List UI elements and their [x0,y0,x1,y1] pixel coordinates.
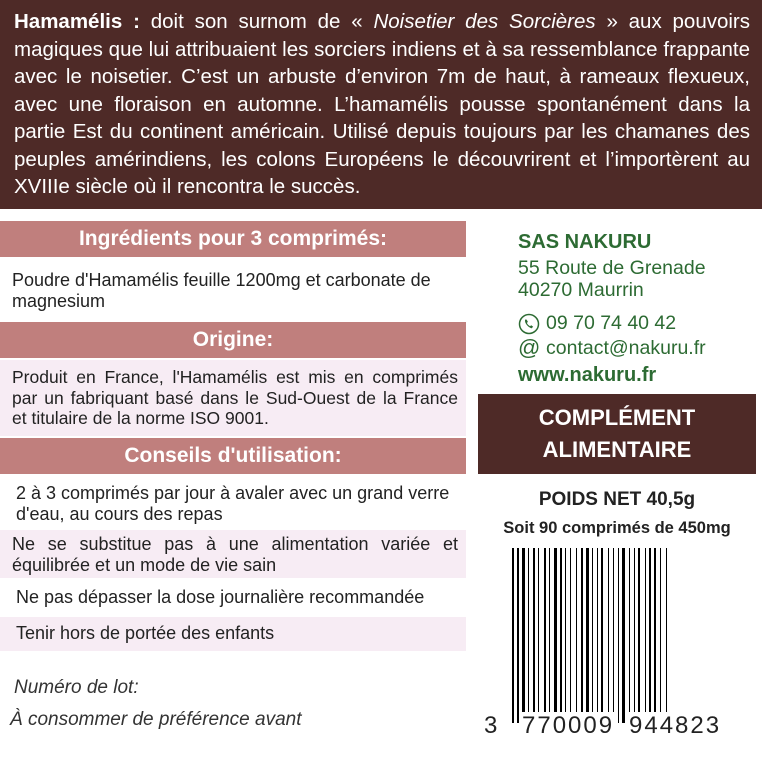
product-type-box [478,394,756,474]
barcode-bar [618,548,619,723]
barcode-bar [576,548,577,723]
conseil-item-1: 2 à 3 comprimés par jour à avaler avec un grand verre d'eau, au cours des repas [16,483,450,524]
barcode-left-digits: 770009 [522,712,615,739]
at-sign-icon: @ [518,335,541,360]
phone-number: 09 70 74 40 42 [546,312,677,334]
company-name: SAS NAKURU [518,231,652,253]
conseil-item-3: Ne pas dépasser la dose journalière recommandée [16,587,425,607]
conseil-item-4: Tenir hors de portée des enfants [0,617,466,651]
barcode-bar [565,548,566,723]
intro-text-after: » aux pouvoirs magiques que lui attribuaient les sorciers indiens et à sa ressemblance frappante avec le noisetier. C’est un arbuste d’environ 7m de haut, à rameaux flexueux, avec une floraison en automne. L’hamamélis pousse spontanément dans la partie Est du continent américain. Utilisé depuis toujours par les chamanes des peuples amérindiens, les colons Européens le découvrirent et l’importèrent au XVIIIe siècle où il rencontra le succès. [14,10,751,198]
barcode-bar [608,548,609,723]
barcode-bar [586,548,589,723]
product-type-line2: ALIMENTAIRE [542,437,692,462]
lot-number-label: Numéro de lot: [14,677,139,698]
company-website[interactable]: www.nakuru.fr [518,364,657,386]
barcode-bar [581,548,583,723]
product-type-line1: COMPLÉMENT [538,405,696,430]
barcode-bar [522,548,525,723]
origine-heading: Origine: [0,322,466,358]
best-before-label: À consommer de préférence avant [10,709,302,730]
conseils-heading: Conseils d'utilisation: [0,438,466,474]
barcode [512,548,730,723]
barcode-bar [660,548,661,723]
barcode-bar [538,548,539,723]
barcode-bar [544,548,546,723]
barcode-bar [613,548,614,723]
barcode-bar [533,548,535,723]
barcode-bar [645,548,646,723]
barcode-first-digit: 3 [484,712,500,739]
barcode-bar [629,548,630,723]
barcode-bar [554,548,557,723]
plant-name: Hamamélis : [14,10,140,33]
barcode-bar [622,548,625,723]
net-weight: POIDS NET 40,5g [538,489,696,510]
barcode-bar [549,548,550,723]
ingredients-text: Poudre d'Hamamélis feuille 1200mg et carbonate de magnesium [12,270,431,311]
barcode-bar [512,548,514,723]
barcode-bar [654,548,656,723]
origine-text: Produit en France, l'Hamamélis est mis en comprimés par un fabriquant basé dans le Sud-Ouest de la France et titulaire de la norme ISO 9001. [0,360,466,436]
email-address: contact@nakuru.fr [546,336,706,359]
intro-text-before: doit son surnom de « [139,10,374,33]
company-phone [518,312,676,335]
company-street: 55 Route de Grenade [518,257,706,279]
barcode-bar [649,548,651,723]
conseil-item-2: Ne se substitue pas à une alimentation variée et équilibrée et un mode de vie sain [0,530,466,578]
ingredients-heading: Ingrédients pour 3 comprimés: [0,221,466,257]
barcode-bar [517,548,519,723]
barcode-bar [601,548,603,723]
company-city: 40270 Maurrin [518,279,644,301]
barcode-bar [560,548,562,723]
barcode-bar [570,548,571,723]
barcode-bar [528,548,529,723]
barcode-bar [597,548,598,723]
barcode-bar [592,548,593,723]
tablet-count: Soit 90 comprimés de 450mg [503,519,731,537]
barcode-bar [666,548,667,723]
barcode-right-digits: 944823 [629,712,722,739]
intro-paragraph [0,0,762,209]
barcode-bar [638,548,640,723]
barcode-bar [634,548,635,723]
company-email [518,335,706,361]
phone-icon [518,313,540,335]
plant-nickname: Noisetier des Sorcières [373,10,596,33]
